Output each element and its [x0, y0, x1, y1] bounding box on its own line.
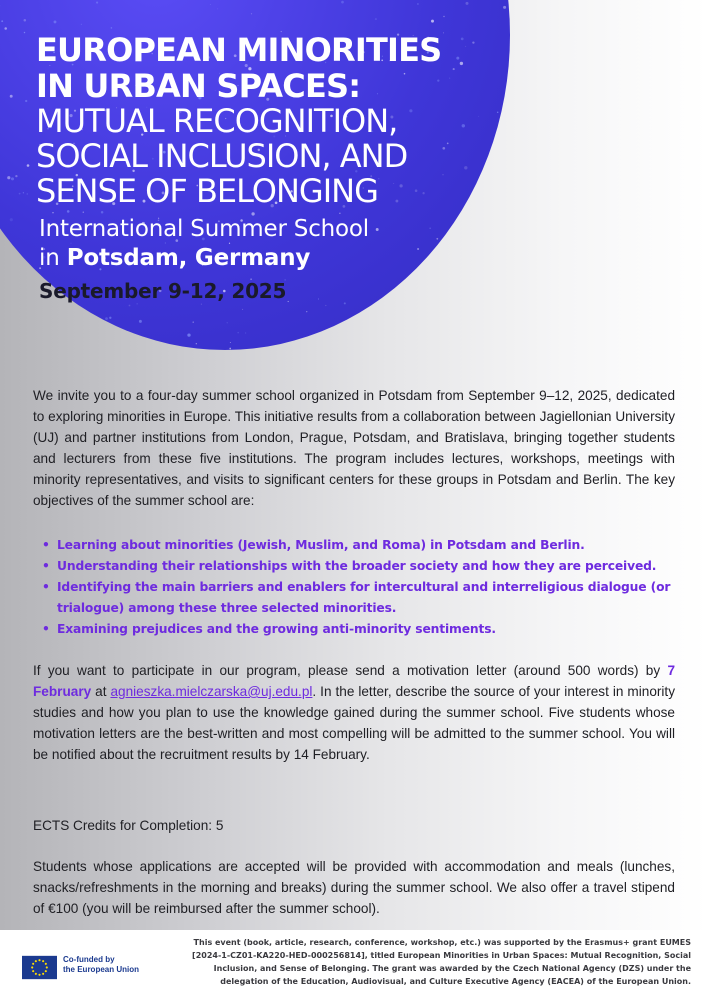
title-bold-line-1: EUROPEAN MINORITIES	[36, 31, 442, 69]
eu-star	[42, 973, 44, 975]
objective-item: • Learning about minorities (Jewish, Muslim, and Roma) in Potsdam and Berlin.	[42, 535, 682, 556]
poster-header	[36, 32, 496, 303]
application-text-b: at	[91, 684, 111, 699]
eu-star	[45, 963, 47, 965]
cofunded-label	[63, 955, 163, 975]
eu-star	[31, 966, 33, 968]
event-dates: September 9-12, 2025	[39, 279, 287, 303]
ects-credits: ECTS Credits for Completion: 5	[33, 818, 224, 833]
title-light-line-3: SENSE OF BELONGING	[36, 172, 378, 210]
title-light-line-2: SOCIAL INCLUSION, AND	[36, 137, 408, 175]
application-text-c: . In the letter, describe the source of your interest in minority studies and how you plan to use the knowledge gained during the summer school. Five students whose motivation letters are the best-written and most compelling will be admitted to the summer school. You will be notified about the recruitment results by 14 February.	[33, 684, 675, 762]
school-line-1: International Summer School	[39, 216, 369, 242]
eu-star	[46, 966, 48, 968]
application-paragraph	[33, 660, 675, 765]
school-prefix: in	[39, 245, 67, 271]
objective-item: • Examining prejudices and the growing anti-minority sentiments.	[42, 619, 682, 640]
application-text-a: If you want to participate in our program, please send a motivation letter (around 500 words) by	[33, 663, 668, 678]
application-deadline: 7 February	[33, 663, 675, 699]
objectives-list	[42, 535, 682, 640]
eu-star	[42, 960, 44, 962]
eu-star	[32, 963, 34, 965]
benefits-paragraph: Students whose applications are accepted will be provided with accommodation and meals (lunches, snacks/refreshments in the morning and breaks) during the summer school. We also offer a travel stipend of €100 (you will be reimbursed after the summer school).	[33, 859, 675, 916]
summer-school-label	[39, 215, 496, 273]
eu-star	[35, 960, 37, 962]
school-city: Potsdam, Germany	[66, 245, 311, 271]
funding-disclaimer: This event (book, article, research, conference, workshop, etc.) was supported by the Erasmus+ grant EUMES [2024-1-CZ01-KA220-HED-000256814], titled European Minorities in Urban Spaces: Mutual Recognition, Social Inclusion, and Sense of Belonging. The grant was awarded by the Czech National Agency (DZS) under the delegation of the Education, Audiovisual, and Culture Executive Agency (EACEA) of the European Union.	[192, 938, 691, 986]
intro-paragraph: We invite you to a four-day summer school organized in Potsdam from September 9–12, 2025, dedicated to exploring minorities in Europe. This initiative results from a collaboration between Jagiellonian University (UJ) and partner institutions from London, Prague, Potsdam, and Bratislava, bringing together students and lecturers from these five institutions. The program includes lectures, workshops, meetings with minority representatives, and visits to significant centers for these groups in Potsdam and Berlin. The key objectives of the summer school are:	[33, 388, 675, 508]
cofunded-line-1: Co-funded by	[63, 955, 115, 964]
eu-star	[38, 959, 40, 961]
eu-star	[38, 974, 40, 976]
eu-star	[35, 973, 37, 975]
eu-flag-icon	[22, 955, 57, 980]
title-bold-line-2: IN URBAN SPACES:	[36, 67, 361, 105]
funding-footer	[0, 930, 707, 1000]
eu-star	[32, 970, 34, 972]
objective-item: • Identifying the main barriers and enablers for intercultural and interreligious dialogue (or trialogue) among these three selected minorities.	[42, 577, 682, 619]
cofunded-line-2: the European Union	[63, 965, 139, 974]
contact-email-link[interactable]: agnieszka.mielczarska@uj.edu.pl	[110, 684, 313, 699]
title-light-line-1: MUTUAL RECOGNITION,	[36, 102, 398, 140]
eu-star	[45, 970, 47, 972]
objective-item: • Understanding their relationships with the broader society and how they are perceived.	[42, 556, 682, 577]
